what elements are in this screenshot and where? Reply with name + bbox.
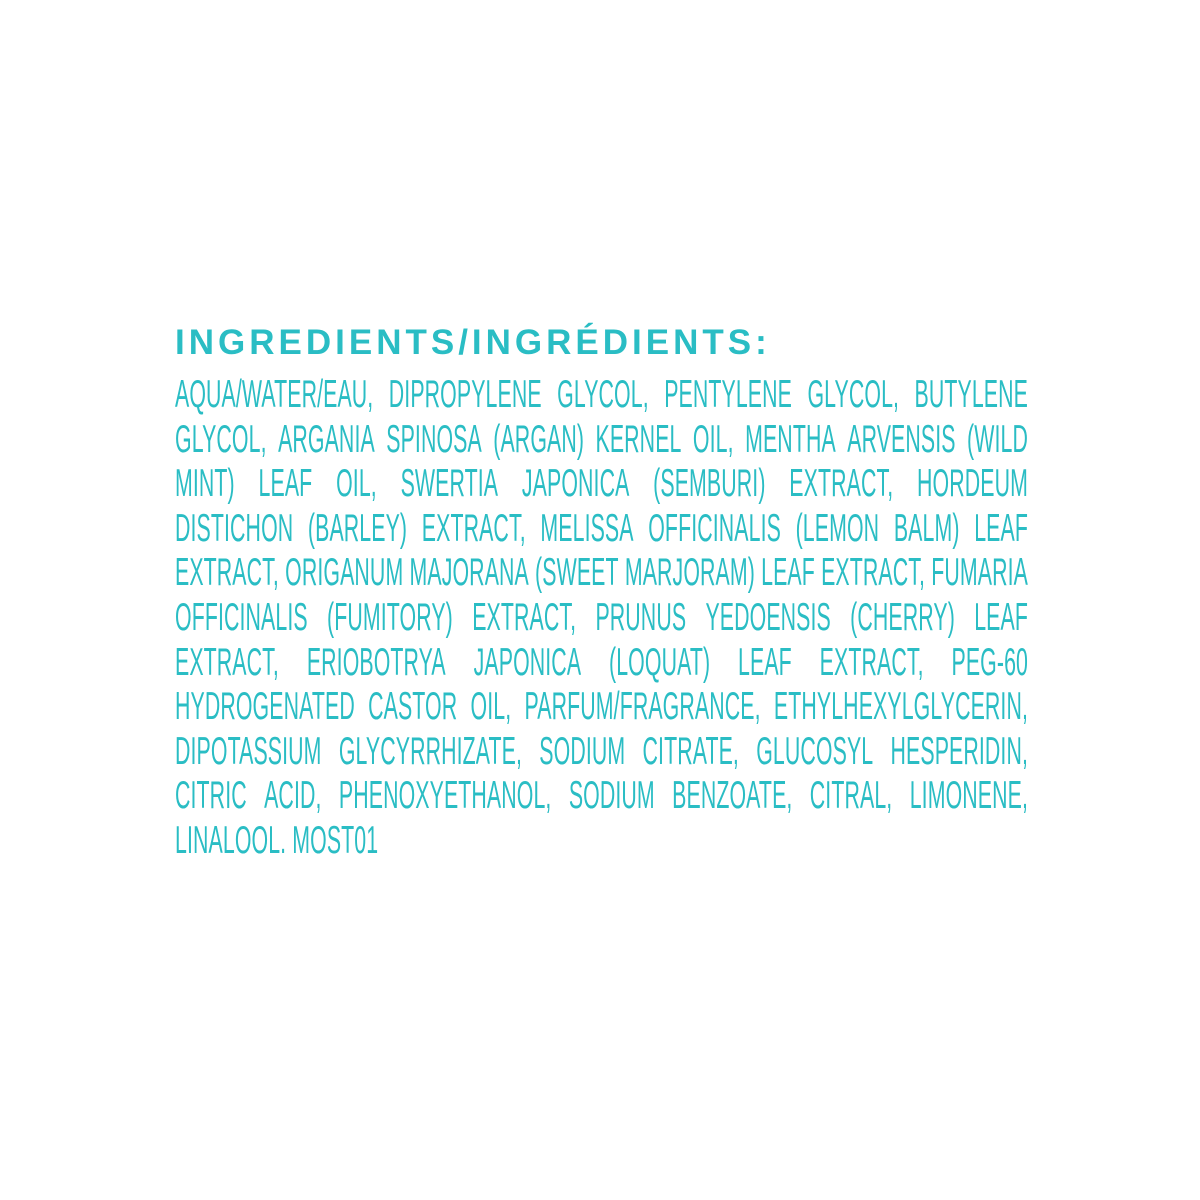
ingredient-word: HESPERIDIN, — [890, 729, 1029, 773]
ingredient-word: ARVENSIS — [847, 417, 956, 461]
ingredients-line — [175, 774, 1028, 819]
ingredients-line: LINALOOL. MOST01 — [175, 818, 379, 862]
ingredient-word: EXTRACT, — [819, 640, 924, 684]
ingredient-word: BALM) — [893, 506, 960, 550]
ingredients-line — [175, 373, 1028, 418]
ingredient-word: OIL, — [470, 685, 512, 729]
ingredient-word: SODIUM — [568, 774, 655, 818]
ingredient-word: ORIGANUM — [285, 551, 404, 595]
ingredient-word: KERNEL — [595, 417, 682, 461]
ingredient-word: CITRAL, — [809, 774, 893, 818]
ingredient-word: SWERTIA — [400, 462, 499, 506]
ingredient-word: HORDEUM — [917, 462, 1028, 506]
ingredient-word: DIPOTASSIUM — [175, 729, 322, 773]
ingredient-word: YEDOENSIS — [705, 595, 831, 639]
ingredients-line — [175, 507, 1028, 552]
ingredients-line — [175, 418, 1028, 463]
ingredient-word: OIL, — [336, 462, 377, 506]
ingredient-word: GLYCOL, — [175, 417, 267, 461]
ingredient-word: GLYCYRRHIZATE, — [338, 729, 523, 773]
ingredient-word: EXTRACT, — [789, 462, 894, 506]
ingredient-word: GLUCOSYL — [756, 729, 874, 773]
ingredients-line — [175, 685, 1028, 730]
ingredient-word: MENTHA — [745, 417, 836, 461]
ingredient-word: LEAF — [738, 640, 792, 684]
ingredient-word: EXTRACT, — [472, 595, 577, 639]
ingredient-word: JAPONICA — [473, 640, 582, 684]
ingredient-word: LEAF — [761, 551, 815, 595]
ingredient-word: (SEMBURI) — [653, 462, 766, 506]
ingredient-word: (WILD — [966, 417, 1028, 461]
ingredient-word: EXTRACT, — [421, 506, 526, 550]
ingredient-word: (LEMON — [795, 506, 880, 550]
ingredient-word: MARJORAM) — [624, 551, 755, 595]
ingredient-word: PENTYLENE — [664, 373, 792, 416]
ingredient-word: PARFUM/FRAGRANCE, — [524, 685, 761, 729]
ingredient-word: EXTRACT, — [821, 551, 926, 595]
ingredient-word: ACID, — [264, 774, 322, 818]
ingredient-word: MAJORANA — [409, 551, 529, 595]
ingredients-text — [175, 373, 1028, 864]
ingredient-word: ETHYLHEXYLGLYCERIN, — [773, 685, 1029, 729]
ingredient-word: BENZOATE, — [672, 774, 793, 818]
ingredients-line — [175, 730, 1028, 775]
ingredient-word: LEAF — [258, 462, 313, 506]
ingredient-word: (SWEET — [535, 551, 619, 595]
ingredient-word: HYDROGENATED — [175, 685, 355, 729]
ingredient-word: (FUMITORY) — [327, 595, 453, 639]
ingredient-word: SPINOSA — [386, 417, 482, 461]
ingredient-word: EXTRACT, — [175, 551, 279, 595]
ingredient-word: CASTOR — [368, 685, 458, 729]
ingredient-word: ARGANIA — [278, 417, 375, 461]
ingredients-line — [175, 551, 1028, 596]
ingredient-word: JAPONICA — [521, 462, 630, 506]
ingredient-word: OIL, — [692, 417, 734, 461]
ingredients-line — [175, 596, 1028, 641]
ingredient-word: CITRIC — [175, 774, 247, 818]
ingredient-word: GLYCOL, — [557, 373, 649, 416]
ingredient-word: (LOQUAT) — [609, 640, 711, 684]
ingredients-line — [175, 462, 1028, 507]
ingredients-line — [175, 641, 1028, 686]
ingredient-word: (ARGAN) — [493, 417, 585, 461]
ingredient-word: LEAF — [974, 595, 1028, 639]
ingredient-word: OFFICINALIS — [175, 595, 308, 639]
ingredient-word: MELISSA — [540, 506, 634, 550]
ingredient-word: BUTYLENE — [914, 373, 1028, 416]
ingredient-word: SODIUM — [539, 729, 626, 773]
ingredient-word: ERIOBOTRYA — [306, 640, 446, 684]
ingredient-word: LEAF — [974, 506, 1028, 550]
ingredient-word: PHENOXYETHANOL, — [338, 774, 552, 818]
ingredient-word: DIPROPYLENE — [388, 373, 542, 416]
ingredient-word: GLYCOL, — [807, 373, 900, 416]
ingredient-word: CITRATE, — [642, 729, 739, 773]
ingredient-word: DISTICHON — [175, 506, 294, 550]
ingredient-word: (BARLEY) — [307, 506, 408, 550]
ingredient-word: OFFICINALIS — [648, 506, 781, 550]
ingredient-word: PRUNUS — [595, 595, 687, 639]
ingredient-word: PEG-60 — [951, 640, 1029, 684]
ingredient-word: AQUA/WATER/EAU, — [175, 373, 374, 416]
ingredient-word: FUMARIA — [931, 551, 1028, 595]
ingredient-word: LIMONENE, — [909, 774, 1028, 818]
ingredient-word: (CHERRY) — [850, 595, 955, 639]
ingredient-word: MINT) — [175, 462, 235, 506]
ingredients-heading: INGREDIENTS/INGRÉDIENTS: — [175, 323, 771, 362]
ingredient-word: EXTRACT, — [175, 640, 279, 684]
